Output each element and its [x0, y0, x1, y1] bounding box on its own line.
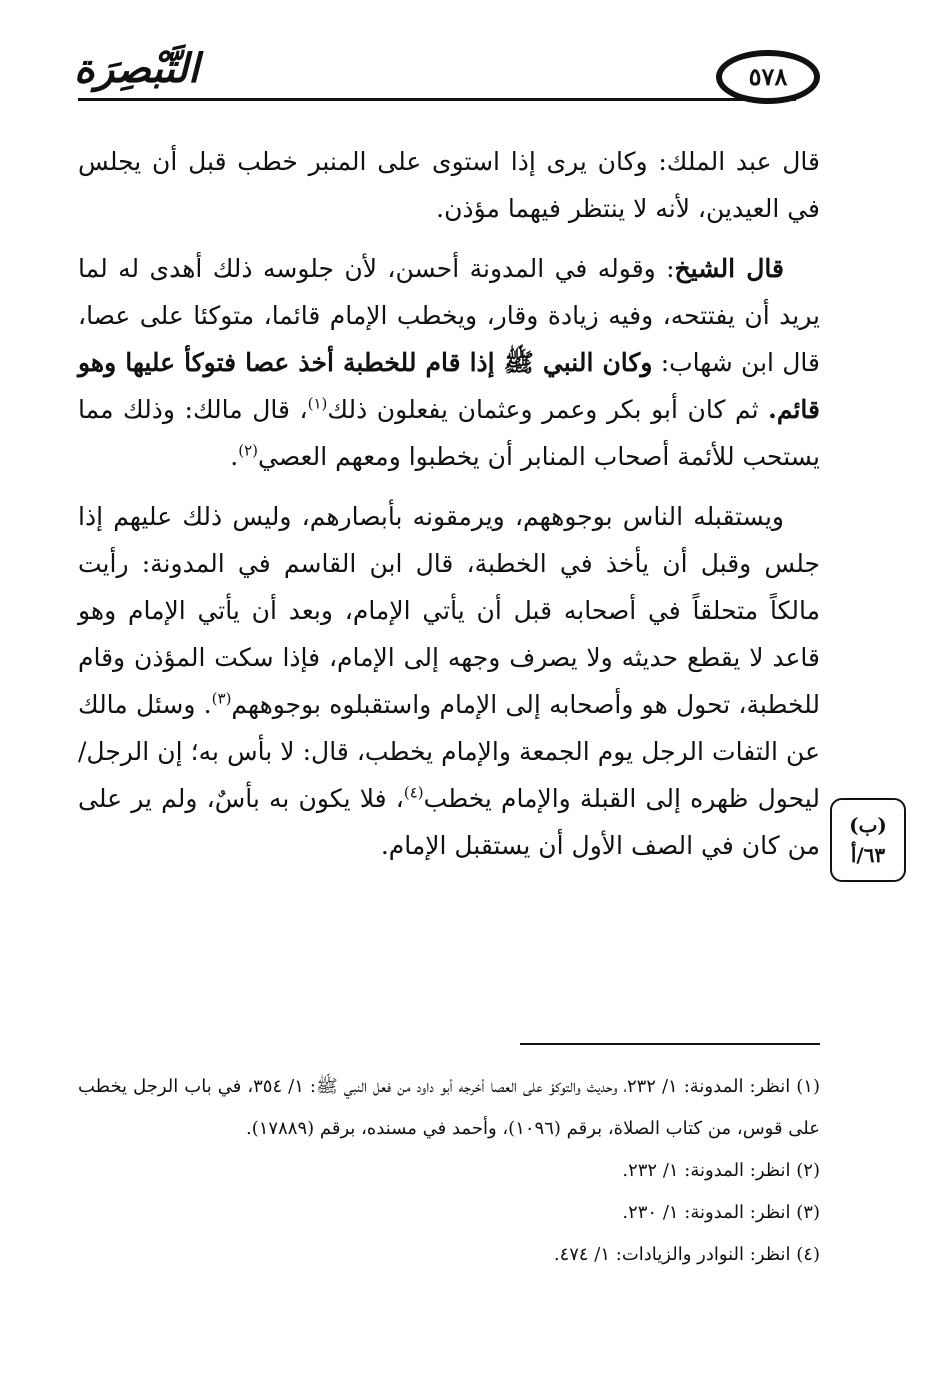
paragraph-1	[78, 138, 820, 232]
footnote-ref-3[interactable]: (٣)	[211, 689, 232, 708]
footnote-3: (٣) انظر: المدونة: ١/ ٢٣٠.	[622, 1202, 820, 1223]
footnote-ref-4[interactable]: (٤)	[403, 783, 424, 802]
paragraph-3-text-b: . وسئل مالك عن التفات الرجل يوم الجمعة والإمام يخطب، قال: لا بأس به؛ إن الرجل/ ليحول ظهره إلى القبلة والإمام يخطب	[78, 690, 820, 813]
header-rule	[78, 98, 796, 101]
speaker-label: قال الشيخ	[674, 254, 784, 283]
book-title-logo: التَّبْصِرَة	[74, 45, 200, 92]
paragraph-2-text-b: ثم كان أبو بكر وعمر وعثمان يفعلون ذلك	[327, 395, 769, 424]
paragraph-2-end: .	[230, 442, 239, 471]
footnote-ref-2[interactable]: (٢)	[238, 441, 258, 460]
folio-side: (ب)	[849, 813, 887, 837]
paragraph-2	[78, 245, 820, 480]
paragraph-3	[78, 493, 820, 869]
manuscript-folio-marker	[830, 798, 906, 882]
page-header	[0, 0, 932, 110]
folio-number: ٦٣/أ	[850, 843, 886, 867]
paragraph-3-text-c: ، فلا يكون به بأسٌ، ولم ير على من كان في الصف الأول أن يستقبل الإمام.	[78, 784, 820, 860]
paragraph-1-text: قال عبد الملك: وكان يرى إذا استوى على المنبر خطب قبل أن يجلس في العيدين، لأنه لا ينتظر فيهما مؤذن.	[78, 147, 820, 223]
footnote-separator	[520, 1043, 820, 1045]
footnote-4: (٤) انظر: النوادر والزيادات: ١/ ٤٧٤.	[553, 1244, 820, 1265]
footnote-1: (١) انظر: المدونة: ١/ ٢٣٢، وحديث والتوكؤ على العصا أخرجه أبو داود من فعل النبي ﷺ: ١/ ٣٥٤، في باب الرجل يخطب على قوس، من كتاب الصلاة، برقم (١٠٩٦)، وأحمد في مسنده، برقم (١٧٨٨٩).	[78, 1076, 820, 1139]
footnote-ref-1[interactable]: (١)	[307, 394, 328, 413]
hadith-quote: وكان النبي ﷺ إذا قام للخطبة أخذ عصا فتوكأ عليها وهو قائم.	[78, 348, 820, 424]
main-text	[78, 138, 820, 869]
paragraph-3-text-a: ويستقبله الناس بوجوههم، ويرمقونه بأبصارهم، وليس ذلك عليهم إذا جلس وقبل أن يأخذ في الخطبة، قال ابن القاسم في المدونة: رأيت مالكاً متحلقاً في أصحابه قبل أن يأتي الإمام، وبعد أن يأتي الإمام وهو قاعد لا يقطع حديثه ولا يصرف وجهه إلى الإمام، فإذا سكت المؤذن وقام للخطبة، تحول هو وأصحابه إلى الإمام واستقبلوه بوجوههم	[78, 502, 821, 719]
page-number: ٥٧٨	[748, 62, 788, 91]
footnotes	[78, 1066, 820, 1276]
footnote-2: (٢) انظر: المدونة: ١/ ٢٣٢.	[622, 1160, 820, 1181]
paragraph-2-text-c: ، قال مالك: وذلك مما يستحب للأئمة أصحاب المنابر أن يخطبوا ومعهم العصي	[78, 395, 820, 471]
paragraph-2-text-a: : وقوله في المدونة أحسن، لأن جلوسه ذلك أهدى له لما يريد أن يفتتحه، وفيه زيادة وقار، ويخطب الإمام قائما، متوكئا على عصا، قال ابن شهاب:	[78, 254, 820, 377]
